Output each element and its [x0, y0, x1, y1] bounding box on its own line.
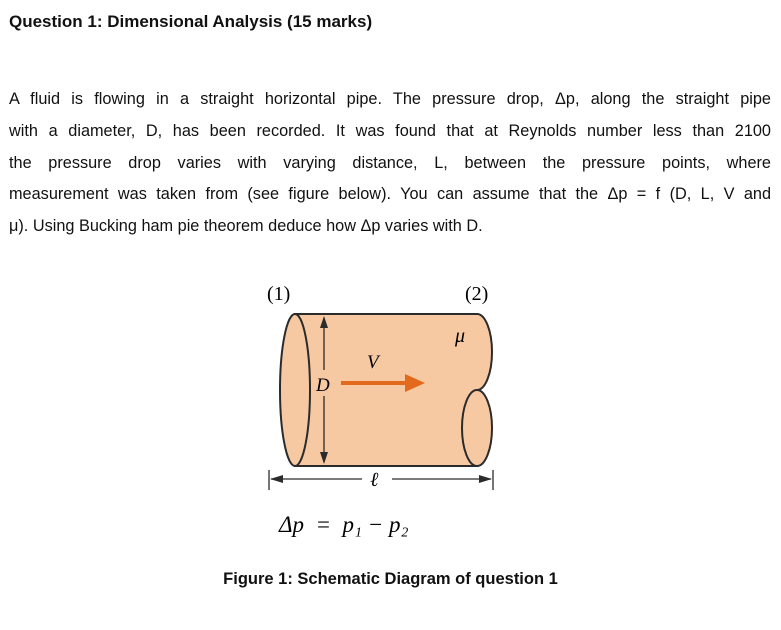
velocity-label: V [367, 352, 379, 373]
figure-caption: Figure 1: Schematic Diagram of question 1 [223, 570, 558, 588]
paragraph-line: the pressure drop varies with varying distance, L, between the pressure points, where [9, 153, 771, 172]
diameter-label: D [316, 375, 330, 396]
station-2-label: (2) [465, 283, 489, 305]
length-arrow-left [270, 475, 283, 483]
pipe-left-end [280, 314, 310, 466]
length-arrow-right [479, 475, 492, 483]
paragraph-line: measurement was taken from (see figure below). You can assume that the Δp = f (D, L, V and [9, 185, 771, 204]
length-label: ℓ [370, 469, 379, 491]
pipe-schematic [255, 278, 525, 548]
paragraph-line: μ). Using Bucking ham pie theorem deduce how Δp varies with D. [9, 217, 483, 236]
station-1-label: (1) [267, 283, 291, 305]
question-paragraph [9, 84, 771, 243]
viscosity-label: μ [455, 325, 466, 347]
pressure-drop-equation: Δp = p₁ − p₂ [279, 512, 409, 537]
question-heading: Question 1: Dimensional Analysis (15 marks) [9, 12, 373, 31]
paragraph-line: with a diameter, D, has been recorded. It was found that at Reynolds number less than 2100 [9, 121, 771, 140]
paragraph-line: A fluid is flowing in a straight horizontal pipe. The pressure drop, Δp, along the straight pipe [9, 90, 771, 108]
